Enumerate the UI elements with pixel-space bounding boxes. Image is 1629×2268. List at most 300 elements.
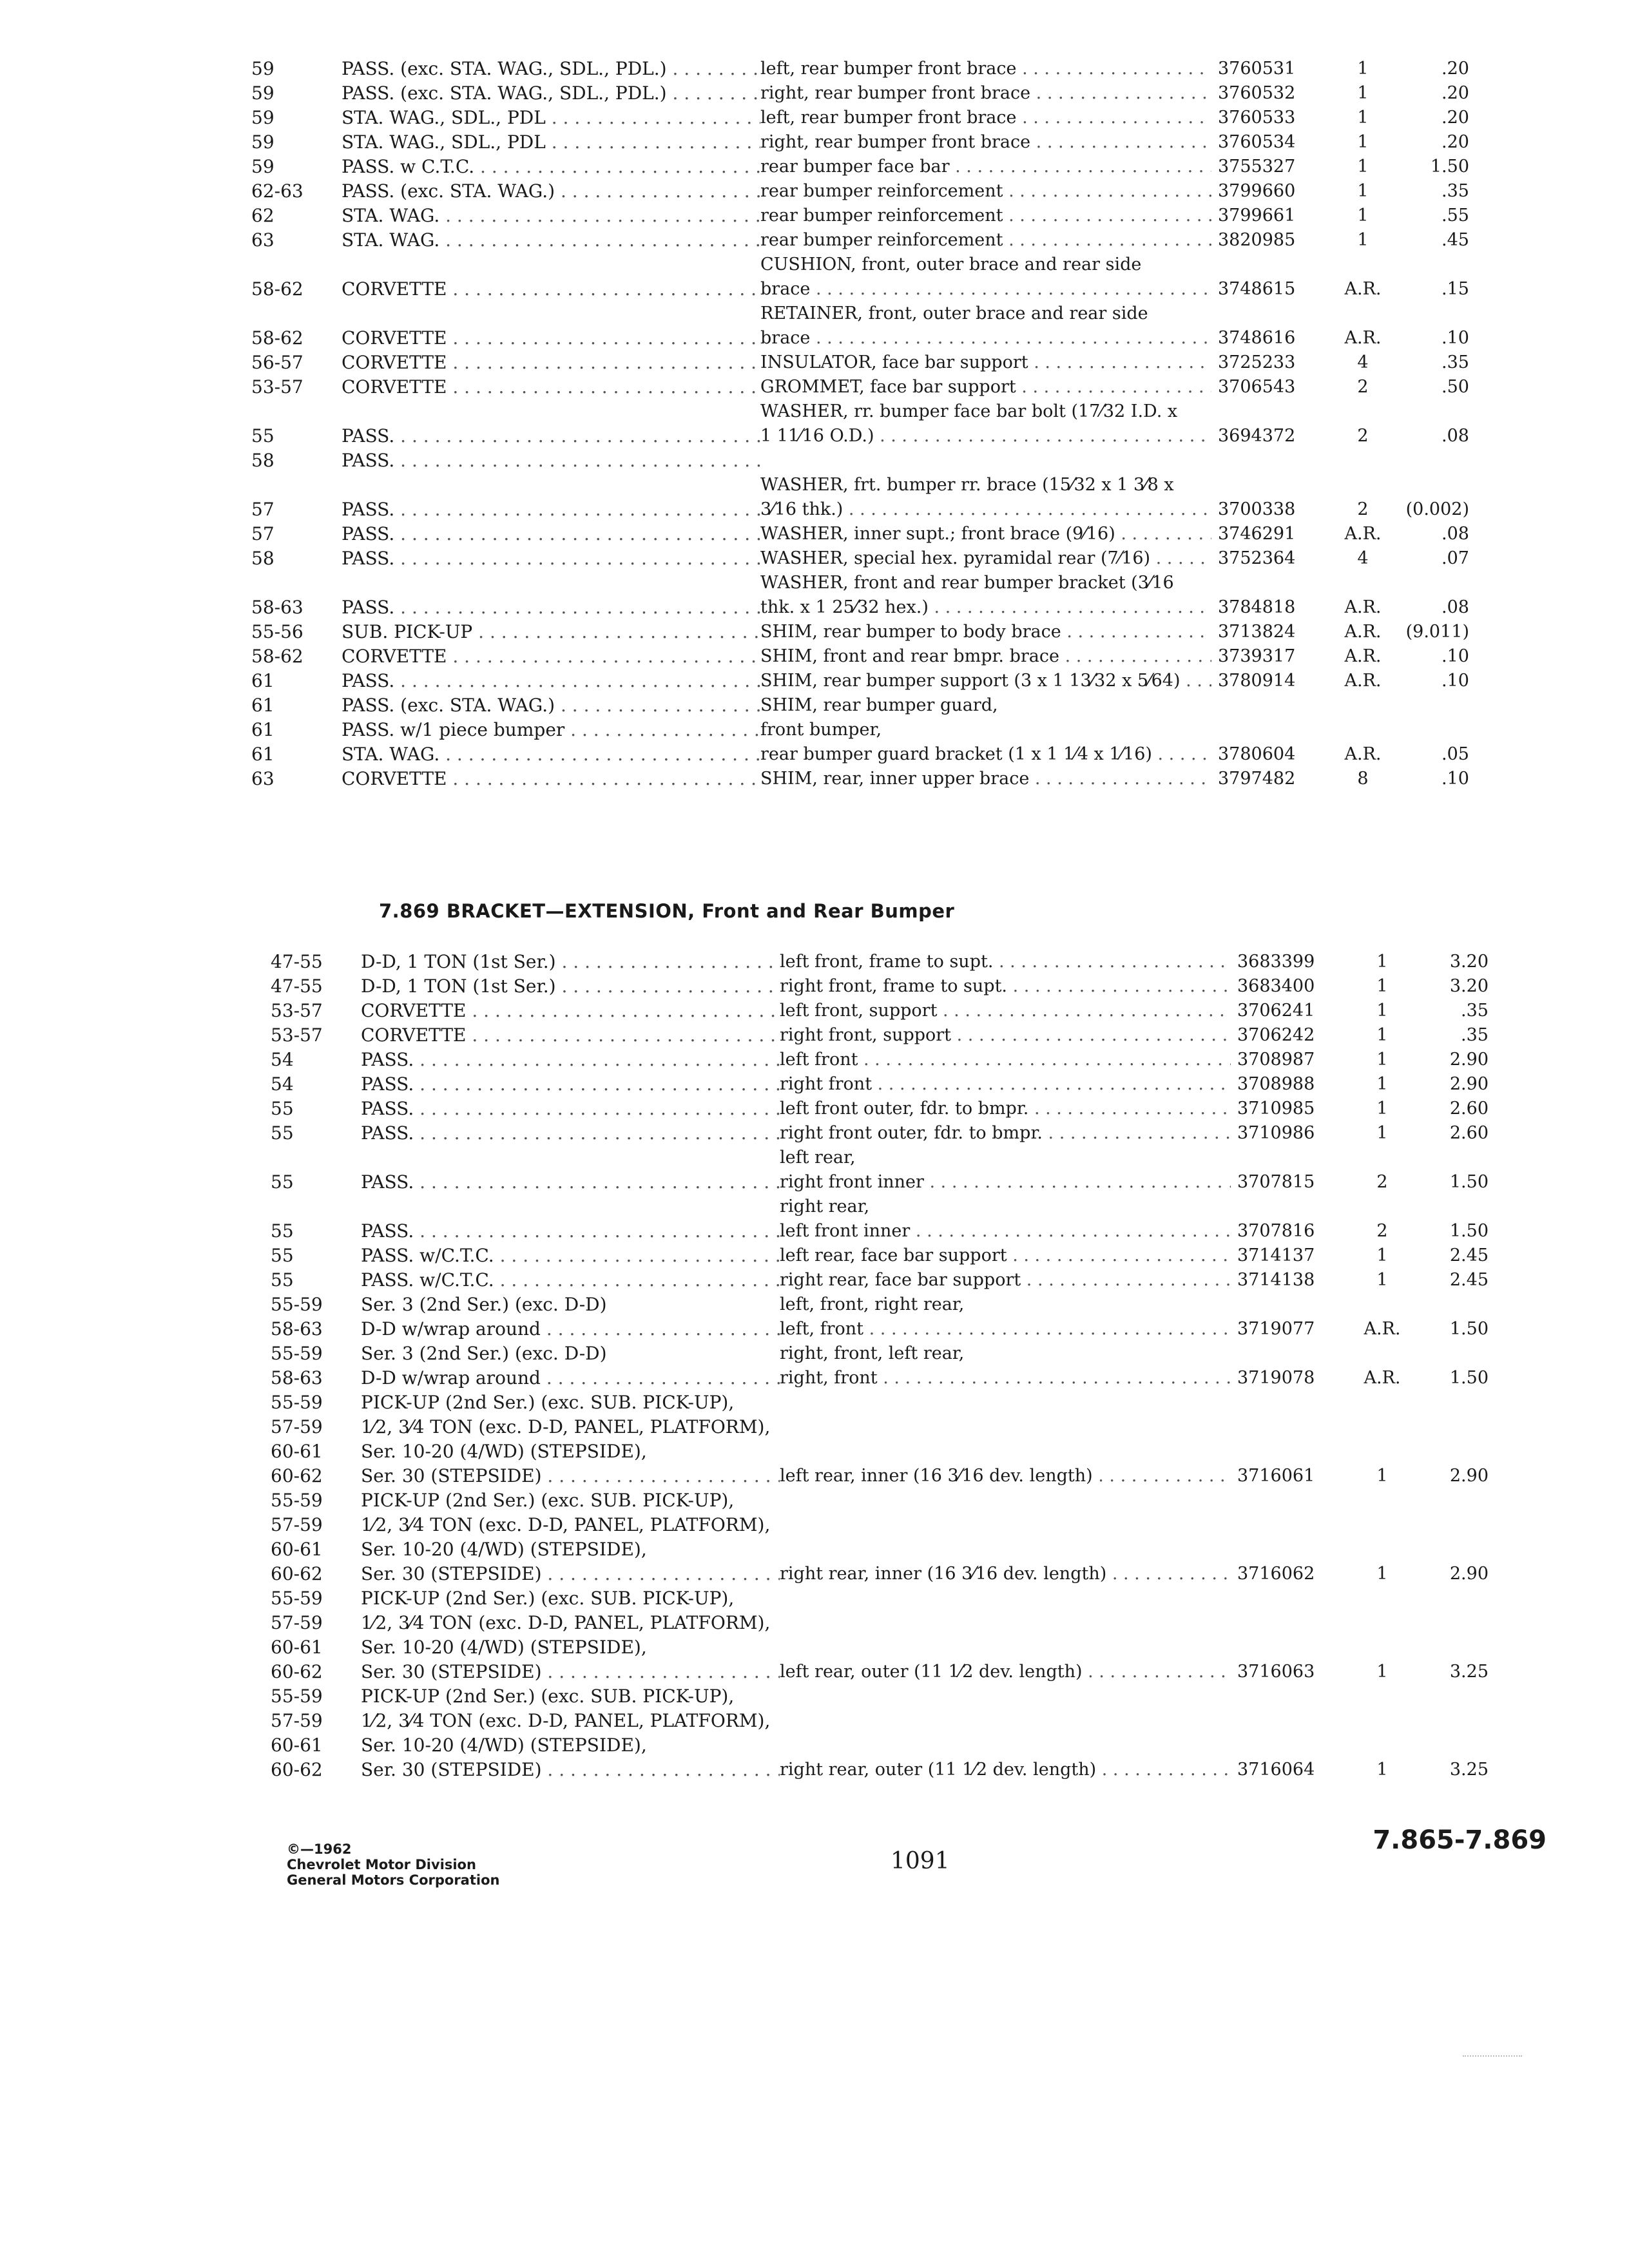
model-year-line: 47-55 (271, 975, 323, 997)
application-line: CORVETTE . . . (342, 644, 760, 669)
model-year: 59 (251, 82, 275, 104)
model-year (271, 1268, 361, 1293)
quantity: 1 (1357, 181, 1369, 201)
table-row (251, 546, 1476, 571)
price: 2.90 (1449, 1074, 1489, 1094)
application-line: 1⁄2, 3⁄4 TON (exc. D-D, PANEL, PLATFORM), (361, 1710, 771, 1731)
model-year-line: 57-59 (271, 1612, 323, 1633)
description (780, 1464, 1231, 1488)
application-line: PASS. (exc. STA. WAG., SDL., PDL.) . . . (342, 81, 760, 106)
model-year-line: 55-59 (271, 1294, 323, 1315)
model-year-line: 55-59 (271, 1686, 323, 1707)
price: (9.011) (1405, 622, 1469, 642)
description (780, 1146, 1231, 1195)
application (342, 351, 760, 375)
table-row (271, 1684, 1489, 1782)
quantity: 1 (1376, 1123, 1388, 1143)
description (760, 473, 1211, 522)
application (342, 546, 760, 571)
quantity: A.R. (1344, 597, 1382, 617)
model-year-line: 60-61 (271, 1441, 323, 1462)
description (760, 767, 1211, 791)
quantity: 1 (1376, 952, 1388, 972)
model-year-line: 60-62 (271, 1759, 323, 1780)
quantity: 1 (1376, 1466, 1388, 1486)
table-row (251, 742, 1476, 767)
quantity: A.R. (1364, 1368, 1401, 1388)
model-year-line: 53-57 (271, 1000, 323, 1021)
table-row (271, 974, 1489, 999)
application (361, 1244, 780, 1268)
model-year: 58-62 (251, 278, 304, 300)
part-number: 3714137 (1237, 1245, 1315, 1265)
application-line: Ser. 30 (STEPSIDE) . . . (361, 1464, 780, 1488)
table-row (251, 375, 1476, 399)
application (342, 718, 760, 742)
description-line: front bumper, (760, 720, 882, 740)
price: .08 (1441, 524, 1469, 544)
page-number: 1091 (891, 1848, 950, 1874)
description-line: left front inner . . . (780, 1219, 1231, 1244)
quantity: 1 (1357, 132, 1369, 152)
description-line: INSULATOR, face bar support . . . (760, 351, 1211, 375)
description-line: RETAINER, front, outer brace and rear side (760, 303, 1148, 323)
application-line: 1⁄2, 3⁄4 TON (exc. D-D, PANEL, PLATFORM), (361, 1612, 771, 1633)
part-number: 3760532 (1218, 83, 1296, 103)
part-number: 3780604 (1218, 744, 1296, 764)
table-row (251, 620, 1476, 644)
quantity: 2 (1357, 426, 1369, 446)
part-number: 3797482 (1218, 769, 1296, 789)
quantity: 1 (1376, 976, 1388, 996)
model-year-line: 60-62 (271, 1563, 323, 1584)
application-line: D-D, 1 TON (1st Ser.) . . . (361, 950, 780, 974)
application-line: PICK-UP (2nd Ser.) (exc. SUB. PICK-UP), (361, 1588, 735, 1609)
price: 1.50 (1449, 1319, 1489, 1339)
application-line: Ser. 3 (2nd Ser.) (exc. D-D) (361, 1294, 607, 1315)
application-line: PASS. . . . (361, 1048, 780, 1072)
application (361, 1268, 780, 1293)
description (780, 1195, 1231, 1244)
part-number: 3820985 (1218, 230, 1296, 250)
table-row (251, 571, 1476, 620)
quantity: 4 (1357, 548, 1369, 568)
model-year-line: 55 (271, 1269, 294, 1291)
application-line: PICK-UP (2nd Ser.) (exc. SUB. PICK-UP), (361, 1490, 735, 1511)
application-line: PASS. w/C.T.C. . . . (361, 1268, 780, 1293)
copyright-line: ©—1962 (287, 1841, 352, 1857)
description-line: right rear, face bar support . . . (780, 1268, 1231, 1293)
price: 2.45 (1449, 1245, 1489, 1265)
description (780, 1121, 1231, 1146)
application (342, 106, 760, 130)
application (342, 497, 760, 522)
model-year: 58-62 (251, 646, 304, 667)
application-line: PICK-UP (2nd Ser.) (exc. SUB. PICK-UP), (361, 1686, 735, 1707)
part-number: 3784818 (1218, 597, 1296, 617)
description-line: right rear, outer (11 1⁄2 dev. length) . . . (780, 1758, 1231, 1782)
quantity: A.R. (1344, 622, 1382, 642)
table-row (251, 718, 1476, 742)
table-row (271, 1268, 1489, 1293)
table-row (271, 1195, 1489, 1244)
part-number: 3710986 (1237, 1123, 1315, 1143)
application (342, 375, 760, 399)
application-line: CORVETTE . . . (342, 375, 760, 399)
part-number: 3683400 (1237, 976, 1315, 996)
description-line: left, rear bumper front brace . . . (760, 57, 1211, 81)
model-year: 63 (251, 229, 275, 251)
application (342, 424, 760, 448)
table-row (251, 57, 1476, 81)
description (780, 1244, 1231, 1268)
price: 1.50 (1430, 157, 1469, 177)
description (760, 742, 1211, 767)
application-line: D-D w/wrap around . . . (361, 1366, 780, 1390)
description (780, 1341, 1231, 1390)
price: .10 (1441, 328, 1469, 348)
description (760, 204, 1211, 228)
quantity: 2 (1376, 1221, 1388, 1241)
model-year (271, 1219, 361, 1244)
application-line: Ser. 30 (STEPSIDE) . . . (361, 1562, 780, 1586)
application-line: PASS. . . . (342, 595, 760, 620)
quantity: 1 (1357, 230, 1369, 250)
quantity: 1 (1357, 206, 1369, 226)
price: .55 (1441, 206, 1469, 226)
description-line: CUSHION, front, outer brace and rear side (760, 255, 1142, 274)
model-year-line: 55 (271, 1245, 294, 1266)
quantity: 1 (1357, 157, 1369, 177)
description-line: left rear, inner (16 3⁄16 dev. length) . . . (780, 1464, 1231, 1488)
price: .10 (1441, 671, 1469, 691)
application-line: PICK-UP (2nd Ser.) (exc. SUB. PICK-UP), (361, 1392, 735, 1413)
part-number: 3683399 (1237, 952, 1315, 972)
table-row (251, 130, 1476, 155)
quantity: A.R. (1344, 646, 1382, 666)
quantity: 2 (1357, 499, 1369, 519)
model-year: 55 (251, 425, 275, 447)
description-line: left, front, right rear, (780, 1294, 965, 1314)
quantity: 1 (1376, 1025, 1388, 1045)
price: 2.90 (1449, 1050, 1489, 1070)
description-line: right, rear bumper front brace . . . (760, 81, 1211, 106)
table-row (251, 253, 1476, 302)
model-year: 61 (251, 670, 275, 691)
price: .07 (1441, 548, 1469, 568)
model-year: 59 (251, 107, 275, 128)
description-line: SHIM, rear bumper guard, (760, 695, 998, 715)
application-line: Ser. 30 (STEPSIDE) . . . (361, 1758, 780, 1782)
table-row (251, 228, 1476, 253)
description-line: rear bumper reinforcement . . . (760, 228, 1211, 253)
table-row (271, 1097, 1489, 1121)
table-row (251, 155, 1476, 179)
price: 2.60 (1449, 1099, 1489, 1119)
price: 2.90 (1449, 1466, 1489, 1486)
part-number: 3799660 (1218, 181, 1296, 201)
model-year: 57 (251, 499, 275, 520)
application-line: PASS. . . . (342, 669, 760, 693)
model-year-line: 60-62 (271, 1465, 323, 1486)
part-number: 3739317 (1218, 646, 1296, 666)
table-row (251, 448, 1476, 473)
application-line: Ser. 30 (STEPSIDE) . . . (361, 1660, 780, 1684)
table-row (251, 106, 1476, 130)
description (780, 1268, 1231, 1293)
model-year: 56-57 (251, 352, 304, 373)
part-number: 3760534 (1218, 132, 1296, 152)
part-number: 3748615 (1218, 279, 1296, 299)
quantity: 1 (1376, 1099, 1388, 1119)
price: .20 (1441, 108, 1469, 128)
description-line: rear bumper face bar . . . (760, 155, 1211, 179)
quantity: 4 (1357, 352, 1369, 372)
application-line: STA. WAG. . . . (342, 228, 760, 253)
application (342, 81, 760, 106)
section-title: 7.869 BRACKET—EXTENSION, Front and Rear Bumper (379, 900, 955, 922)
price: 2.60 (1449, 1123, 1489, 1143)
part-number: 3713824 (1218, 622, 1296, 642)
application (361, 1097, 780, 1121)
application-line: D-D, 1 TON (1st Ser.) . . . (361, 974, 780, 999)
part-number: 3700338 (1218, 499, 1296, 519)
table-row (271, 1488, 1489, 1586)
description-line: rear bumper reinforcement . . . (760, 204, 1211, 228)
application (342, 448, 760, 473)
model-year: 58-63 (251, 597, 304, 618)
table-row (251, 522, 1476, 546)
price: .35 (1461, 1025, 1489, 1045)
application-line: Ser. 10-20 (4/WD) (STEPSIDE), (361, 1539, 647, 1560)
quantity: A.R. (1344, 744, 1382, 764)
model-year-line: 58-63 (271, 1318, 323, 1340)
application-line: STA. WAG., SDL., PDL . . . (342, 106, 760, 130)
application (361, 1023, 780, 1048)
application-line: PASS. . . . (342, 522, 760, 546)
table-row (251, 473, 1476, 522)
part-number: 3725233 (1218, 352, 1296, 372)
application (361, 1121, 780, 1146)
part-number: 3755327 (1218, 157, 1296, 177)
description (760, 669, 1211, 693)
table-row (251, 179, 1476, 204)
price: 1.50 (1449, 1172, 1489, 1192)
quantity: 1 (1376, 1050, 1388, 1070)
application (342, 644, 760, 669)
part-number: 3710985 (1237, 1099, 1315, 1119)
description-line: right rear, (780, 1196, 870, 1216)
part-number: 3708988 (1237, 1074, 1315, 1094)
table-row (271, 1293, 1489, 1341)
description-line: left rear, outer (11 1⁄2 dev. length) . . . (780, 1660, 1231, 1684)
model-year: 63 (251, 768, 275, 789)
price: 3.20 (1449, 952, 1489, 972)
application (342, 57, 760, 81)
description (760, 718, 1211, 742)
application-line: PASS. w/1 piece bumper . . . (342, 718, 760, 742)
part-number: 3707816 (1237, 1221, 1315, 1241)
quantity: 1 (1376, 1270, 1388, 1290)
description-line: left front, support . . . (780, 999, 1231, 1023)
description (780, 1660, 1231, 1684)
table-row (271, 1072, 1489, 1097)
description-line: left front, frame to supt. . . . (780, 950, 1231, 974)
copyright-line: Chevrolet Motor Division (287, 1857, 476, 1872)
model-year (271, 974, 361, 999)
description (760, 693, 1211, 718)
description (780, 950, 1231, 974)
application-line: CORVETTE . . . (342, 351, 760, 375)
description (760, 522, 1211, 546)
part-number: 3760531 (1218, 59, 1296, 79)
description-line: right, rear bumper front brace . . . (760, 130, 1211, 155)
description (760, 302, 1211, 351)
model-year-line: 58-63 (271, 1367, 323, 1389)
table-row (271, 1121, 1489, 1146)
model-year (271, 1684, 361, 1782)
application (342, 277, 760, 302)
table-row (271, 1586, 1489, 1684)
price: 1.50 (1449, 1368, 1489, 1388)
model-year: 59 (251, 58, 275, 79)
price: .05 (1441, 744, 1469, 764)
description-line: brace . . . (760, 277, 1211, 302)
application-line: PASS. (exc. STA. WAG., SDL., PDL.) . . . (342, 57, 760, 81)
application (361, 1219, 780, 1244)
description (760, 106, 1211, 130)
part-number: 3694372 (1218, 426, 1296, 446)
application-line: PASS. . . . (342, 497, 760, 522)
description-line: right front outer, fdr. to bmpr. . . . (780, 1121, 1231, 1146)
description (760, 253, 1211, 302)
application (361, 974, 780, 999)
table-row (251, 669, 1476, 693)
description (760, 351, 1211, 375)
application-line: PASS. . . . (342, 546, 760, 571)
part-number: 3752364 (1218, 548, 1296, 568)
model-year (271, 1244, 361, 1268)
model-year-line: 60-61 (271, 1539, 323, 1560)
model-year (271, 1121, 361, 1146)
price: 3.25 (1449, 1760, 1489, 1780)
description (780, 999, 1231, 1023)
description (780, 1023, 1231, 1048)
model-year-line: 60-61 (271, 1637, 323, 1658)
part-number: 3746291 (1218, 524, 1296, 544)
description (760, 57, 1211, 81)
application-line: Ser. 10-20 (4/WD) (STEPSIDE), (361, 1441, 647, 1462)
price: 3.25 (1449, 1662, 1489, 1682)
application (342, 669, 760, 693)
model-year: 61 (251, 719, 275, 740)
quantity: 1 (1357, 108, 1369, 128)
model-year-line: 55 (271, 1171, 294, 1193)
description (760, 375, 1211, 399)
application-line: CORVETTE . . . (342, 277, 760, 302)
price: .45 (1441, 230, 1469, 250)
price: .35 (1461, 1001, 1489, 1021)
quantity: 1 (1376, 1564, 1388, 1584)
part-number: 3780914 (1218, 671, 1296, 691)
model-year: 62 (251, 205, 275, 226)
model-year: 58-62 (251, 327, 304, 349)
description-line: right, front . . . (780, 1366, 1231, 1390)
application-line: STA. WAG. . . . (342, 204, 760, 228)
table-row (251, 399, 1476, 448)
description-line: WASHER, special hex. pyramidal rear (7⁄16) . . . (760, 546, 1211, 571)
application-line: Ser. 10-20 (4/WD) (STEPSIDE), (361, 1637, 647, 1658)
model-year (271, 1072, 361, 1097)
price: (0.002) (1405, 499, 1469, 519)
model-year-line: 57-59 (271, 1514, 323, 1535)
model-year-line: 55 (271, 1220, 294, 1242)
application-line: PASS. . . . (361, 1097, 780, 1121)
parts-list-continued (251, 57, 1476, 791)
application (342, 522, 760, 546)
model-year-line: 60-62 (271, 1661, 323, 1682)
model-year-line: 54 (271, 1073, 294, 1095)
model-year: 62-63 (251, 180, 304, 202)
application (342, 595, 760, 620)
table-row (271, 999, 1489, 1023)
application-line: SUB. PICK-UP . . . (342, 620, 760, 644)
application (361, 1390, 780, 1488)
description (760, 81, 1211, 106)
description-line: right, front, left rear, (780, 1343, 965, 1363)
application-line: PASS. . . . (361, 1121, 780, 1146)
description-line: WASHER, inner supt.; front brace (9⁄16) . . . (760, 522, 1211, 546)
application (342, 326, 760, 351)
table-row (251, 81, 1476, 106)
description-line: left rear, (780, 1148, 856, 1168)
description (760, 644, 1211, 669)
model-year: 61 (251, 744, 275, 765)
price: .15 (1441, 279, 1469, 299)
application (342, 228, 760, 253)
model-year (271, 1293, 361, 1341)
part-number: 3714138 (1237, 1270, 1315, 1290)
description (760, 546, 1211, 571)
part-number: 3716064 (1237, 1760, 1315, 1780)
copyright-notice (287, 1841, 499, 1888)
model-year (271, 1048, 361, 1072)
application-line: 1⁄2, 3⁄4 TON (exc. D-D, PANEL, PLATFORM), (361, 1514, 771, 1535)
model-year (271, 1023, 361, 1048)
model-year-line: 60-61 (271, 1735, 323, 1756)
quantity: 1 (1376, 1760, 1388, 1780)
description-line: right front, support . . . (780, 1023, 1231, 1048)
table-row (251, 644, 1476, 669)
part-number: 3716061 (1237, 1466, 1315, 1486)
application-line: CORVETTE . . . (342, 326, 760, 351)
price: 2.90 (1449, 1564, 1489, 1584)
model-year-line: 55-59 (271, 1392, 323, 1413)
application-line: PASS. . . . (361, 1170, 780, 1195)
part-number: 3707815 (1237, 1172, 1315, 1192)
model-year (271, 1390, 361, 1488)
price: 2.45 (1449, 1270, 1489, 1290)
price: .10 (1441, 769, 1469, 789)
model-year: 58 (251, 450, 275, 471)
table-row (251, 302, 1476, 351)
model-year-line: 55 (271, 1098, 294, 1119)
description (760, 130, 1211, 155)
model-year (271, 1586, 361, 1684)
quantity: 1 (1376, 1001, 1388, 1021)
model-year: 61 (251, 695, 275, 716)
description (780, 1758, 1231, 1782)
